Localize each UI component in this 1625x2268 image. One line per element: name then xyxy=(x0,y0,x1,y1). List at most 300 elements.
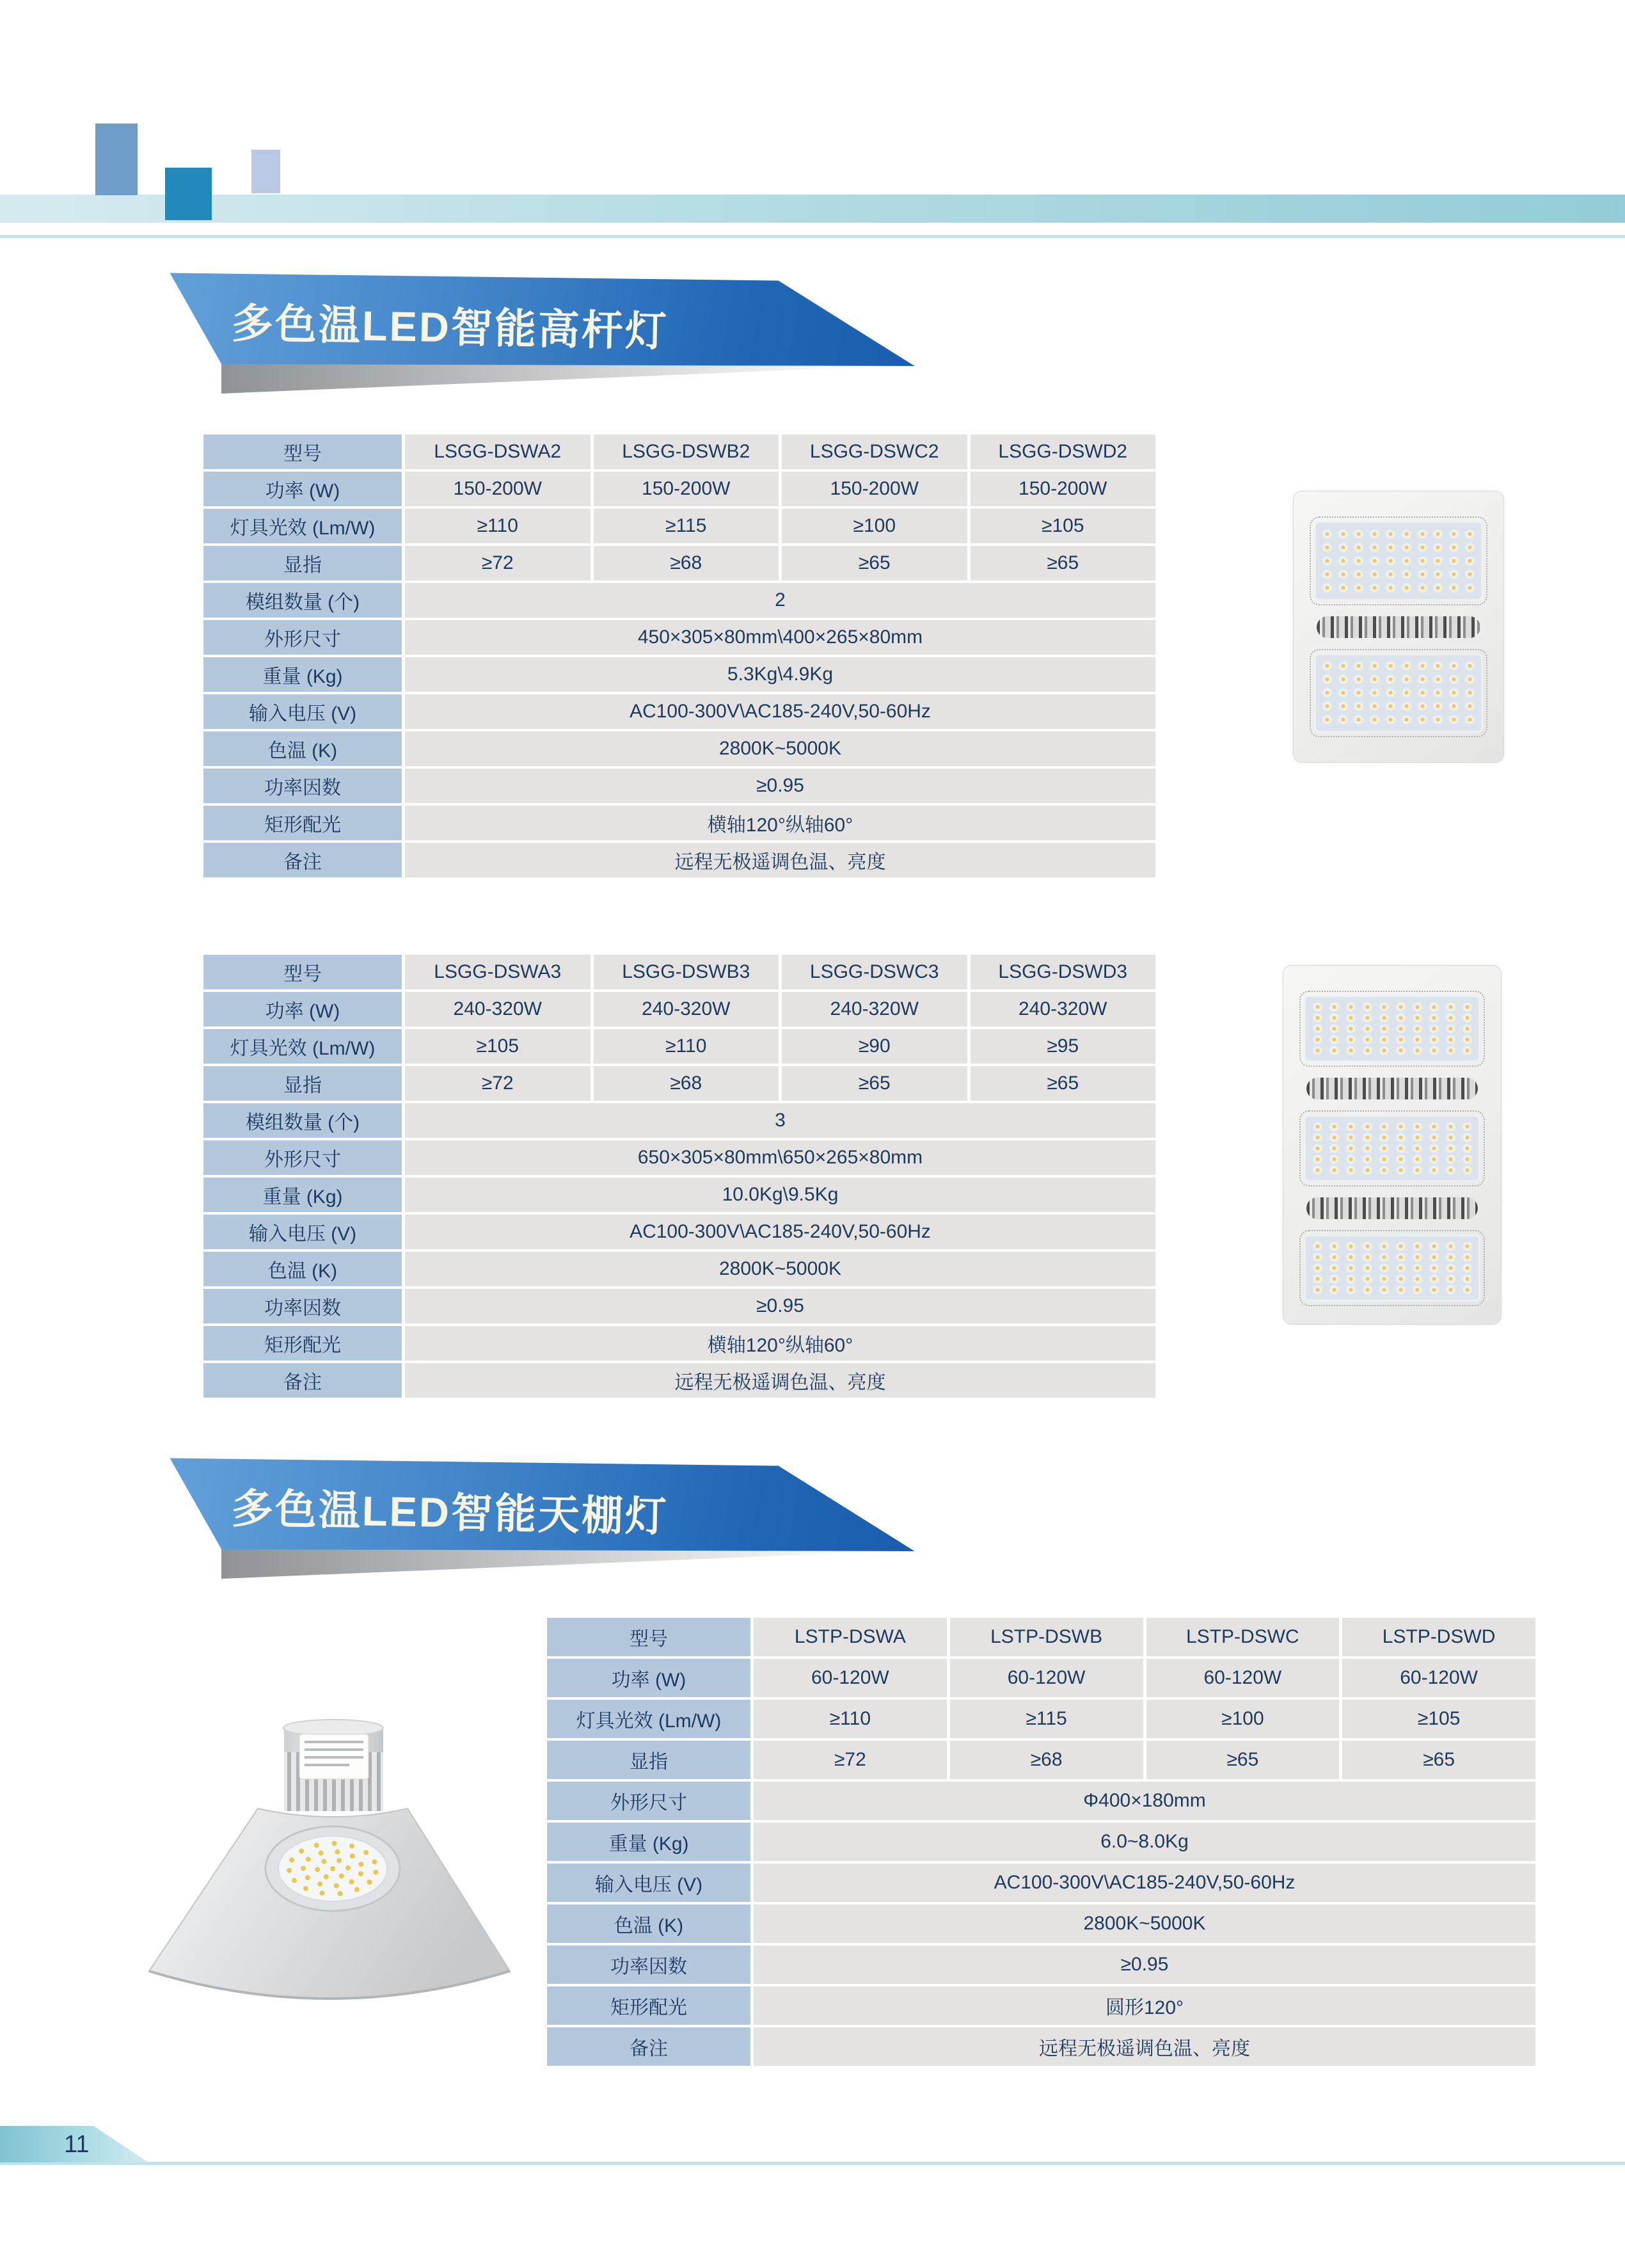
led-dot xyxy=(1462,1154,1473,1164)
led-dot xyxy=(1353,556,1364,566)
led-dot xyxy=(1353,529,1364,539)
spec-row-label: 显指 xyxy=(547,1741,750,1779)
led-dot xyxy=(1353,715,1364,724)
led-dot xyxy=(1464,583,1475,593)
led-dot xyxy=(1429,1263,1439,1273)
product-photo-3module-floodlight xyxy=(1283,965,1502,1325)
lens-led-dot xyxy=(306,1857,311,1862)
page-number: 11 xyxy=(64,2131,90,2158)
led-dot xyxy=(1462,1165,1473,1175)
led-dot xyxy=(1369,701,1380,711)
led-dot xyxy=(1432,556,1443,566)
led-dot xyxy=(1329,1263,1340,1273)
led-dot xyxy=(1353,543,1364,552)
spec-value: 60-120W xyxy=(754,1659,947,1697)
led-dot xyxy=(1362,1133,1373,1142)
led-dot xyxy=(1464,529,1475,539)
led-dot xyxy=(1445,1002,1456,1012)
deco-bar-dark-blue xyxy=(165,168,212,220)
led-dot xyxy=(1429,1122,1439,1131)
spec-value: ≥110 xyxy=(754,1700,947,1738)
led-dot xyxy=(1429,1046,1439,1055)
led-dot xyxy=(1345,1035,1356,1044)
led-dot xyxy=(1464,675,1475,684)
led-dot xyxy=(1417,661,1428,671)
led-dot xyxy=(1322,583,1333,593)
fixture-led-module xyxy=(1304,1115,1480,1182)
led-dot xyxy=(1312,1144,1323,1153)
led-dot xyxy=(1445,1274,1456,1284)
spec-value-span: 2800K~5000K xyxy=(405,1252,1155,1286)
led-dot xyxy=(1395,1274,1406,1284)
spec-value: LSGG-DSWB2 xyxy=(594,435,779,469)
spec-value-span: AC100-300V\AC185-240V,50-60Hz xyxy=(754,1864,1535,1902)
led-dot xyxy=(1329,1165,1340,1175)
section-title-highbay: 多色温LED智能天棚灯 xyxy=(231,1485,669,1540)
header-teal-band xyxy=(0,195,1625,223)
spec-value: ≥72 xyxy=(754,1741,947,1779)
led-dot xyxy=(1312,1122,1323,1131)
led-dot xyxy=(1412,1144,1423,1153)
led-dot xyxy=(1417,529,1428,539)
led-dot xyxy=(1312,1242,1323,1251)
spec-value-span: AC100-300V\AC185-240V,50-60Hz xyxy=(405,1215,1155,1249)
led-dot xyxy=(1412,1165,1423,1175)
lens-led-dot xyxy=(317,1881,322,1887)
spec-row-label: 功率 (W) xyxy=(203,992,402,1026)
led-dot xyxy=(1429,1002,1439,1012)
led-dot xyxy=(1429,1274,1439,1284)
led-dot xyxy=(1448,675,1459,684)
led-dot xyxy=(1464,570,1475,579)
led-dot xyxy=(1429,1013,1439,1023)
led-dot xyxy=(1395,1154,1406,1164)
led-dot xyxy=(1401,675,1412,684)
spec-value: 240-320W xyxy=(971,992,1156,1026)
lens-led-dot xyxy=(363,1850,369,1855)
led-dot xyxy=(1395,1144,1406,1153)
spec-value-span: 2 xyxy=(405,583,1155,618)
led-dot xyxy=(1369,529,1380,539)
led-dot xyxy=(1432,701,1443,711)
lens-led-dot xyxy=(314,1842,319,1848)
led-dot xyxy=(1445,1263,1456,1273)
led-dot xyxy=(1338,661,1349,671)
section-title-highmast: 多色温LED智能高杆灯 xyxy=(231,299,669,355)
led-dot xyxy=(1345,1252,1356,1262)
led-dot xyxy=(1445,1046,1456,1055)
led-dot xyxy=(1412,1133,1423,1142)
led-dot xyxy=(1445,1133,1456,1142)
led-dot xyxy=(1312,1046,1323,1055)
spec-value: ≥110 xyxy=(594,1029,779,1064)
led-dot xyxy=(1462,1285,1473,1295)
spec-value: ≥72 xyxy=(405,1066,591,1101)
led-dot xyxy=(1369,556,1380,566)
spec-value-span: ≥0.95 xyxy=(405,1289,1155,1323)
spec-row-label: 功率 (W) xyxy=(203,472,402,506)
led-dot xyxy=(1445,1252,1456,1262)
led-dot xyxy=(1462,1252,1473,1262)
led-dot xyxy=(1401,529,1412,539)
spec-value-span: 横轴120°纵轴60° xyxy=(405,1326,1155,1361)
led-dot xyxy=(1379,1013,1390,1023)
product-photo-highbay-light xyxy=(144,1675,515,2021)
led-dot xyxy=(1329,1274,1340,1284)
spec-row-label: 矩形配光 xyxy=(203,806,402,840)
led-dot xyxy=(1379,1144,1390,1153)
led-dot xyxy=(1445,1154,1456,1164)
lens-led-dot xyxy=(345,1865,351,1871)
lens-led-dot xyxy=(299,1849,304,1854)
led-dot xyxy=(1322,675,1333,684)
led-dot xyxy=(1445,1122,1456,1131)
spec-value: ≥105 xyxy=(405,1029,591,1064)
led-dot xyxy=(1353,570,1364,579)
spec-row-label: 功率 (W) xyxy=(547,1659,750,1697)
spec-row-label: 备注 xyxy=(203,843,402,877)
highbay-cylinder-top xyxy=(283,1720,383,1736)
spec-value-span: 10.0Kg\9.5Kg xyxy=(405,1178,1155,1212)
led-dot xyxy=(1401,701,1412,711)
spec-value: LSGG-DSWC3 xyxy=(782,955,967,989)
led-dot xyxy=(1385,715,1396,724)
led-dot xyxy=(1395,1165,1406,1175)
spec-value: LSGG-DSWA2 xyxy=(405,435,591,469)
led-dot xyxy=(1429,1165,1439,1175)
led-dot xyxy=(1462,1046,1473,1055)
spec-value: ≥65 xyxy=(971,546,1156,580)
spec-value-span: 横轴120°纵轴60° xyxy=(405,806,1155,840)
led-dot xyxy=(1417,715,1428,724)
led-dot xyxy=(1464,543,1475,552)
lens-led-dot xyxy=(367,1880,372,1885)
led-dot xyxy=(1412,1242,1423,1251)
spec-value: ≥68 xyxy=(950,1741,1143,1779)
lens-led-dot xyxy=(337,1858,342,1863)
spec-value: 240-320W xyxy=(594,992,779,1026)
led-dot xyxy=(1329,1002,1340,1012)
lens-led-dot xyxy=(289,1857,294,1862)
led-dot xyxy=(1429,1144,1439,1153)
led-dot xyxy=(1353,661,1364,671)
led-dot xyxy=(1464,688,1475,698)
led-dot xyxy=(1429,1242,1439,1251)
lens-led-dot xyxy=(301,1866,306,1871)
led-dot xyxy=(1345,1154,1356,1164)
spec-value: 60-120W xyxy=(1342,1659,1535,1697)
led-dot xyxy=(1345,1122,1356,1131)
led-dot xyxy=(1401,570,1412,579)
lens-led-dot xyxy=(303,1886,308,1891)
led-dot xyxy=(1395,1002,1406,1012)
led-dot xyxy=(1401,583,1412,593)
led-dot xyxy=(1362,1263,1373,1273)
led-dot xyxy=(1417,675,1428,684)
led-dot xyxy=(1448,570,1459,579)
led-dot xyxy=(1312,1024,1323,1034)
led-dot xyxy=(1322,715,1333,724)
led-dot xyxy=(1429,1133,1439,1142)
led-dot xyxy=(1395,1285,1406,1295)
led-dot xyxy=(1312,1154,1323,1164)
product-photo-2module-floodlight xyxy=(1293,491,1504,763)
led-dot xyxy=(1369,583,1380,593)
led-dot xyxy=(1412,1285,1423,1295)
spec-value-span: AC100-300V\AC185-240V,50-60Hz xyxy=(405,694,1155,729)
led-dot xyxy=(1329,1024,1340,1034)
led-dot xyxy=(1432,529,1443,539)
spec-value-span: 远程无极遥调色温、亮度 xyxy=(405,843,1155,877)
led-dot xyxy=(1462,1133,1473,1142)
spec-value: LSTP-DSWD xyxy=(1342,1618,1535,1656)
led-dot xyxy=(1312,1274,1323,1284)
led-dot xyxy=(1445,1285,1456,1295)
spec-value: 150-200W xyxy=(594,472,779,506)
spec-row-label: 色温 (K) xyxy=(203,1252,402,1286)
led-dot xyxy=(1329,1035,1340,1044)
spec-row-label: 备注 xyxy=(547,2027,750,2066)
led-dot xyxy=(1345,1024,1356,1034)
led-dot xyxy=(1362,1024,1373,1034)
led-dot xyxy=(1362,1274,1373,1284)
led-dot xyxy=(1401,661,1412,671)
lens-led-dot xyxy=(319,1890,324,1896)
led-dot xyxy=(1379,1285,1390,1295)
lens-led-dot xyxy=(321,1859,326,1864)
led-dot xyxy=(1345,1242,1356,1251)
fixture-led-module xyxy=(1304,995,1480,1062)
led-dot xyxy=(1362,1285,1373,1295)
spec-value: ≥90 xyxy=(782,1029,967,1064)
led-dot xyxy=(1417,701,1428,711)
spec-row-label: 输入电压 (V) xyxy=(203,694,402,729)
led-dot xyxy=(1312,1035,1323,1044)
lens-led-dot xyxy=(332,1841,337,1846)
led-dot xyxy=(1432,570,1443,579)
spec-value: ≥115 xyxy=(594,509,779,543)
lens-led-dot xyxy=(339,1873,344,1878)
spec-row-label: 灯具光效 (Lm/W) xyxy=(203,1029,402,1064)
led-dot xyxy=(1322,688,1333,698)
led-dot xyxy=(1353,583,1364,593)
lens-led-dot xyxy=(338,1891,343,1896)
led-dot xyxy=(1338,715,1349,724)
spec-value: ≥65 xyxy=(782,546,967,580)
led-dot xyxy=(1379,1024,1390,1034)
lens-led-dot xyxy=(349,1844,354,1849)
led-dot xyxy=(1432,583,1443,593)
led-dot xyxy=(1379,1046,1390,1055)
spec-row-label: 显指 xyxy=(203,1066,402,1101)
led-dot xyxy=(1379,1263,1390,1273)
spec-table-highmast-3module xyxy=(203,955,1155,1398)
lens-led-dot xyxy=(354,1887,360,1892)
led-dot xyxy=(1395,1252,1406,1262)
spec-value-span: 5.3Kg\4.9Kg xyxy=(405,657,1155,692)
led-dot xyxy=(1417,688,1428,698)
led-dot xyxy=(1362,1242,1373,1251)
lens-led-dot xyxy=(287,1868,292,1873)
led-dot xyxy=(1385,543,1396,552)
led-dot xyxy=(1369,661,1380,671)
spec-row-label: 色温 (K) xyxy=(203,731,402,766)
lens-led-dot xyxy=(349,1880,354,1885)
led-dot xyxy=(1395,1263,1406,1273)
spec-row-label: 重量 (Kg) xyxy=(203,657,402,692)
spec-value-span: 450×305×80mm\400×265×80mm xyxy=(405,620,1155,655)
spec-row-label: 色温 (K) xyxy=(547,1905,750,1943)
spec-value: ≥95 xyxy=(971,1029,1156,1064)
spec-value: ≥105 xyxy=(971,509,1156,543)
spec-value: ≥65 xyxy=(782,1066,967,1101)
led-dot xyxy=(1462,1002,1473,1012)
led-dot xyxy=(1412,1154,1423,1164)
spec-value: LSTP-DSWB xyxy=(950,1618,1143,1656)
fixture-heatsink-band xyxy=(1306,1197,1478,1219)
lens-led-dot xyxy=(305,1875,310,1880)
spec-row-label: 输入电压 (V) xyxy=(547,1864,750,1902)
led-dot xyxy=(1322,543,1333,552)
led-dot xyxy=(1345,1144,1356,1153)
led-dot xyxy=(1385,556,1396,566)
spec-value: 60-120W xyxy=(1146,1659,1340,1697)
led-dot xyxy=(1445,1024,1456,1034)
led-dot xyxy=(1379,1252,1390,1262)
footer-thin-line xyxy=(0,2162,1625,2165)
spec-row-label: 输入电压 (V) xyxy=(203,1215,402,1249)
led-dot xyxy=(1448,661,1459,671)
led-dot xyxy=(1385,661,1396,671)
led-dot xyxy=(1362,1252,1373,1262)
led-dot xyxy=(1429,1252,1439,1262)
spec-value: LSTP-DSWA xyxy=(754,1618,947,1656)
led-dot xyxy=(1379,1133,1390,1142)
led-dot xyxy=(1445,1013,1456,1023)
spec-value-span: 圆形120° xyxy=(754,1986,1535,2025)
led-dot xyxy=(1417,556,1428,566)
led-dot xyxy=(1462,1144,1473,1153)
led-dot xyxy=(1312,1263,1323,1273)
spec-value: ≥100 xyxy=(1146,1700,1340,1738)
led-dot xyxy=(1395,1122,1406,1131)
led-dot xyxy=(1338,675,1349,684)
led-dot xyxy=(1462,1035,1473,1044)
led-dot xyxy=(1395,1024,1406,1034)
spec-value: 150-200W xyxy=(782,472,967,506)
spec-value: ≥65 xyxy=(971,1066,1156,1101)
led-dot xyxy=(1338,583,1349,593)
led-dot xyxy=(1362,1165,1373,1175)
led-dot xyxy=(1369,675,1380,684)
spec-value: ≥105 xyxy=(1342,1700,1535,1738)
led-dot xyxy=(1379,1035,1390,1044)
spec-value: 60-120W xyxy=(950,1659,1143,1697)
led-dot xyxy=(1417,543,1428,552)
led-dot xyxy=(1338,556,1349,566)
led-dot xyxy=(1412,1013,1423,1023)
led-dot xyxy=(1412,1024,1423,1034)
led-dot xyxy=(1345,1274,1356,1284)
led-dot xyxy=(1362,1002,1373,1012)
led-dot xyxy=(1432,675,1443,684)
led-dot xyxy=(1412,1274,1423,1284)
spec-value-span: 远程无极遥调色温、亮度 xyxy=(754,2027,1535,2066)
led-dot xyxy=(1432,543,1443,552)
led-dot xyxy=(1353,701,1364,711)
led-dot xyxy=(1448,701,1459,711)
spec-row-label: 外形尺寸 xyxy=(547,1782,750,1820)
led-dot xyxy=(1369,570,1380,579)
led-dot xyxy=(1329,1154,1340,1164)
led-dot xyxy=(1362,1046,1373,1055)
led-dot xyxy=(1312,1285,1323,1295)
spec-value-span: 3 xyxy=(405,1103,1155,1138)
led-dot xyxy=(1345,1263,1356,1273)
spec-value: ≥100 xyxy=(782,509,967,543)
spec-value: 150-200W xyxy=(405,472,591,506)
led-dot xyxy=(1412,1263,1423,1273)
lens-led-dot xyxy=(335,1849,340,1855)
led-dot xyxy=(1329,1133,1340,1142)
led-dot xyxy=(1395,1242,1406,1251)
led-dot xyxy=(1462,1013,1473,1023)
lens-led-dot xyxy=(358,1862,363,1867)
led-dot xyxy=(1412,1002,1423,1012)
led-dot xyxy=(1432,715,1443,724)
led-dot xyxy=(1322,529,1333,539)
spec-row-label: 灯具光效 (Lm/W) xyxy=(547,1700,750,1738)
spec-value: 240-320W xyxy=(405,992,591,1026)
spec-value: ≥72 xyxy=(405,546,591,580)
spec-value-span: Φ400×180mm xyxy=(754,1782,1535,1820)
led-dot xyxy=(1312,1252,1323,1262)
lens-led-dot xyxy=(292,1878,297,1883)
spec-table-highmast-2module xyxy=(203,435,1155,877)
led-dot xyxy=(1369,688,1380,698)
led-dot xyxy=(1322,556,1333,566)
led-dot xyxy=(1464,661,1475,671)
led-dot xyxy=(1338,529,1349,539)
led-dot xyxy=(1401,556,1412,566)
spec-value: LSGG-DSWD2 xyxy=(971,435,1156,469)
spec-value: LSTP-DSWC xyxy=(1146,1618,1340,1656)
spec-table-highbay xyxy=(547,1618,1535,2066)
fixture-heatsink-band xyxy=(1306,1078,1478,1099)
spec-value: ≥65 xyxy=(1342,1741,1535,1779)
led-dot xyxy=(1338,543,1349,552)
led-dot xyxy=(1353,688,1364,698)
spec-row-label: 重量 (Kg) xyxy=(203,1178,402,1212)
spec-row-label: 矩形配光 xyxy=(547,1986,750,2025)
lens-led-dot xyxy=(373,1870,378,1875)
spec-value-span: ≥0.95 xyxy=(754,1945,1535,1984)
led-dot xyxy=(1312,1133,1323,1142)
led-dot xyxy=(1401,715,1412,724)
led-dot xyxy=(1338,701,1349,711)
spec-row-label: 显指 xyxy=(203,546,402,580)
led-dot xyxy=(1464,556,1475,566)
led-dot xyxy=(1385,583,1396,593)
lens-led-dot xyxy=(350,1853,355,1858)
spec-value: LSGG-DSWC2 xyxy=(782,435,967,469)
led-dot xyxy=(1448,556,1459,566)
fixture-heatsink-band xyxy=(1317,616,1480,638)
led-dot xyxy=(1379,1242,1390,1251)
led-dot xyxy=(1362,1013,1373,1023)
led-dot xyxy=(1412,1035,1423,1044)
led-dot xyxy=(1369,543,1380,552)
